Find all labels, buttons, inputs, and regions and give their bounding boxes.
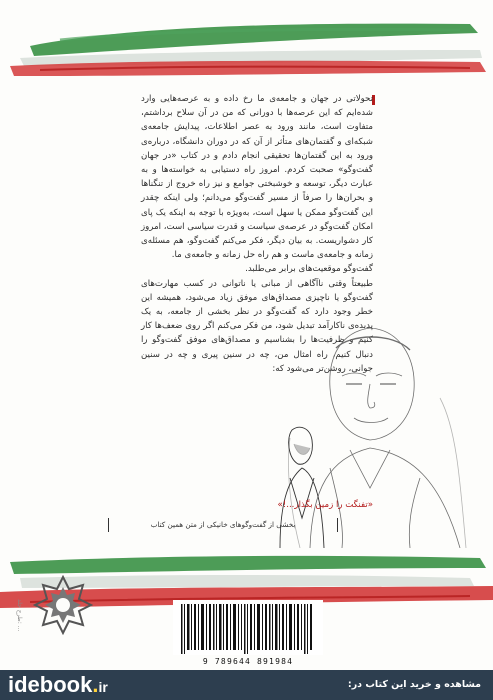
quote-source: بخشی از گفت‌وگوهای خانیکی از متن همین کتاب: [108, 518, 338, 532]
idebook-logo[interactable]: [8, 670, 108, 700]
top-flag-brush-strokes: [0, 0, 493, 80]
isbn-number: 9 789644 891984: [202, 657, 294, 666]
logo-main-text: idebook: [8, 672, 93, 697]
cover-designer-credit: طرح جلد: ...: [16, 598, 23, 632]
banner-call-to-action: مشاهده و خرید این کتاب در:: [347, 679, 481, 690]
excerpt-paragraph: تحولاتی در جهان و جامعه‌ی ما رخ داده و به عرصه‌هایی وارد شده‌ایم که این عرصه‌ها با دورانی که من در آن سلاح برداشتم، متفاوت است، مانند ورود به عصر اطلاعات، پیدایش جامعه‌ی شبکه‌ای و گفتمان‌های متأثر از آن که در دوران دانشگاه، درباره‌ی ورود به این گفتمان‌ها تحقیقی انجام دادم و در کتاب «در جهان گفت‌وگو» صحبت کردم. امروز راه دستیابی به خواسته‌ها و به عبارت دیگر، توسعه و خوشبختی جوامع و نیز راه خروج از تنگناها و بحران‌ها را صرفاً از مسیر گفت‌وگو می‌دانم؛ ولی اینکه چقدر این گفت‌وگو ممکن یا سهل است، به‌ویژه با توجه به اینکه یک پای امکان گفت‌وگو در عرصه‌ی سیاست و قدرت سیاسی است، امروز کار دشواریست. به بیان دیگر، فکر می‌کنم گفت‌وگو، هم مسئله‌ی زمانه و جامعه‌ی ماست و هم راه حل زمانه و جامعه‌ی ما.: [141, 94, 373, 261]
author-portrait-sketch: [270, 318, 475, 548]
isbn-barcode: [173, 600, 323, 655]
excerpt-paragraph: طبیعتاً وقتی ناآگاهی از مبانی یا ناتوانی در کسب مهارت‌های گفت‌وگو یا ناچیزی مصداق‌های موفق زیاد می‌شود، همیشه این خطر وجود دارد که گفت‌وگو در نظر بخشی از جامعه، به یک پدیده‌ی ناکارآمد تبدیل شود، من فکر می‌کنم اگر روی ضعف‌ها کار کنیم و ظرفیت‌ها را بشناسیم و مصداق‌های موفق گفت‌وگو را دنبال کنیم، راه امثال من، چه در سنین پیری و چه در سنین جوانی، روشن‌تر می‌شود که:: [141, 278, 373, 374]
excerpt-paragraph: گفت‌وگو موقعیت‌های برابر می‌طلبد.: [245, 264, 373, 275]
publisher-logo-icon: [33, 575, 93, 635]
store-banner[interactable]: [0, 670, 493, 700]
logo-tld: ir: [98, 679, 108, 695]
logo-dot: .: [92, 672, 99, 697]
highlighted-quote: «تفنگت را زمین بگذار...!»: [277, 500, 373, 510]
